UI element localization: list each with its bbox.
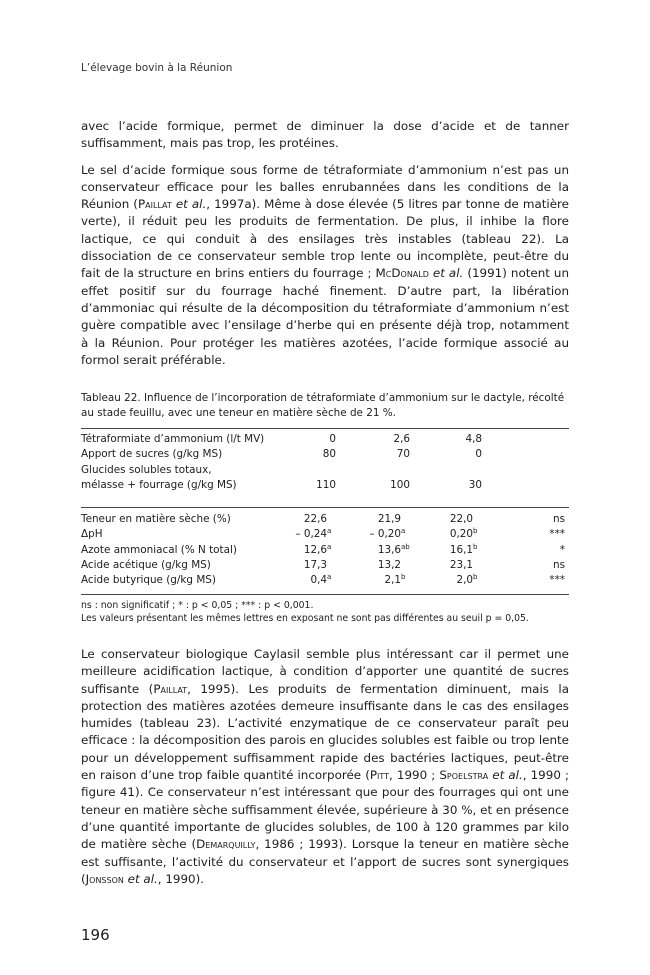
page-number: 196 xyxy=(81,926,110,944)
table-cell: 23,1 xyxy=(449,558,473,571)
table-cell: 2,1$^b$ xyxy=(384,573,406,587)
author-citation: McDonald xyxy=(375,266,429,281)
table-row xyxy=(81,513,569,528)
table-cell: 16,1$^b$ xyxy=(449,542,478,556)
body-text-lower xyxy=(81,646,569,897)
table-cell: 0,4$^a$ xyxy=(310,573,332,587)
row-label: Azote ammoniacal (% N total) xyxy=(81,543,237,556)
table-cell: 21,9 xyxy=(377,513,401,525)
paragraph-2: Le sel d’acide formique sous forme de tétraformiate d’ammonium n’est pas un conservateur efficace pour les balles enrubannées dans les conditions de la Réunion (Paillat et al., 1997a). Même à dose élevée (5 litres par tonne de matière verte), il réduit peu les produits de fermentation. De plus, il inhibe la flore lactique, ce qui conduit à des ensilages très instables (tableau 22). La dissociation de ce conservateur semble trop lente ou incomplète, peut-être du fait de la structure en brins entiers du fourrage ; McDonald et al. (1991) notent un effet positif sur du fourrage haché finement. D’autre part, la libération d’ammoniac qui résulte de la décomposition du tétraformiate d’ammonium n’est guère compatible avec l’ensilage d’herbe qui en présente déjà trop, notamment à la Réunion. Pour protéger les matières azotées, l’acide formique associé au formol serait préférable. xyxy=(81,162,570,367)
table-row: Tétraformiate d’ammonium (l/t MV) 0 2,6 4,8 xyxy=(81,433,482,445)
author-citation: Jonsson xyxy=(85,871,124,886)
table-row xyxy=(81,559,569,574)
table-caption: Tableau 22. Influence de l’incorporation de tétraformiate d’ammonium sur le dactyle, récolté au stade feuillu, avec une teneur en matière sèche de 21 %. xyxy=(81,392,565,419)
table-cell: – 0,24$^a$ xyxy=(295,527,332,541)
author-citation: Paillat xyxy=(153,681,188,696)
table-cell: 12,6$^a$ xyxy=(303,542,332,556)
author-citation: Paillat xyxy=(137,197,172,212)
table-cell: 0,20$^b$ xyxy=(449,527,478,541)
significance-cell: ns xyxy=(553,558,565,571)
significance-cell: ns xyxy=(553,513,565,525)
author-citation: Pitt xyxy=(369,768,390,783)
row-label: Teneur en matière sèche (%) xyxy=(81,513,231,525)
table-top-rule xyxy=(81,428,569,429)
table-cell: 17,3 xyxy=(303,558,327,571)
author-citation: Demarquilly xyxy=(196,837,256,852)
table-footnote-significance: ns : non significatif ; * : p < 0,05 ; *** : p < 0,001. xyxy=(81,600,314,611)
running-head: L’élevage bovin à la Réunion xyxy=(81,62,233,74)
table-head-block xyxy=(81,433,569,494)
author-citation: Spoelstra xyxy=(439,768,489,783)
row-label: Acide acétique (g/kg MS) xyxy=(81,558,211,571)
significance-cell: *** xyxy=(549,574,565,587)
table-cell: 22,6 xyxy=(303,513,327,525)
table-row: Apport de sucres (g/kg MS) 80 70 0 xyxy=(81,448,482,461)
paragraph-3: Le conservateur biologique Caylasil semble plus intéressant car il permet une meilleure acidification lactique, à condition d’apporter une quantité de sucres suffisante (Paillat, 1995). Les produits de fermentation diminuent, mais la protection des matières azotées demeure insuffisante dans le cas des ensilages humides (tableau 23). L’activité enzymatique de ce conservateur paraît peu efficace : la décomposition des parois en glucides solubles est faible ou trop lente pour un développement suffisamment rapide des bactéries lactiques, peut-être en raison d’une trop faible quantité incorporée (Pitt, 1990 ; Spoelstra et al., 1990 ; figure 41). Ce conservateur n’est intéressant que pour des fourrages qui ont une teneur en matière sèche suffisamment élevée, supérieure à 30 %, et en présence d’une quantité importante de glucides solubles, de 100 à 120 grammes par kilo de matière sèche (Demarquilly, 1986 ; 1993). Lorsque la teneur en matière sèche est suffisante, l’activité du conservateur et l’apport de sucres sont synergiques (Jonsson et al., 1990). xyxy=(81,647,569,886)
table-row xyxy=(81,574,569,589)
table-row: mélasse + fourrage (g/kg MS) 110 100 30 xyxy=(81,478,482,491)
row-label: Acide butyrique (g/kg MS) xyxy=(81,574,216,587)
row-label: ΔpH xyxy=(81,528,103,541)
significance-cell: * xyxy=(559,543,565,556)
table-row xyxy=(81,544,569,559)
table-footnote-letters: Les valeurs présentant les mêmes lettres en exposant ne sont pas différentes au seuil p = 0,05. xyxy=(81,613,529,624)
table-row: Glucides solubles totaux, xyxy=(81,463,212,476)
table-cell: – 0,20$^a$ xyxy=(369,527,406,541)
table-cell: 13,6$^{ab}$ xyxy=(377,542,410,556)
table-cell: 22,0 xyxy=(449,513,473,525)
table-results-block xyxy=(81,513,569,589)
table-cell: 2,0$^b$ xyxy=(456,573,478,587)
paragraph-1: avec l’acide formique, permet de diminuer la dose d’acide et de tanner suffisamment, mais pas trop, les protéines. xyxy=(81,119,569,151)
body-text-upper xyxy=(81,118,569,378)
significance-cell: *** xyxy=(549,528,565,541)
table-cell: 13,2 xyxy=(377,558,401,571)
table-row xyxy=(81,528,569,543)
table-mid-rule xyxy=(81,507,569,508)
table-bottom-rule xyxy=(81,594,569,595)
